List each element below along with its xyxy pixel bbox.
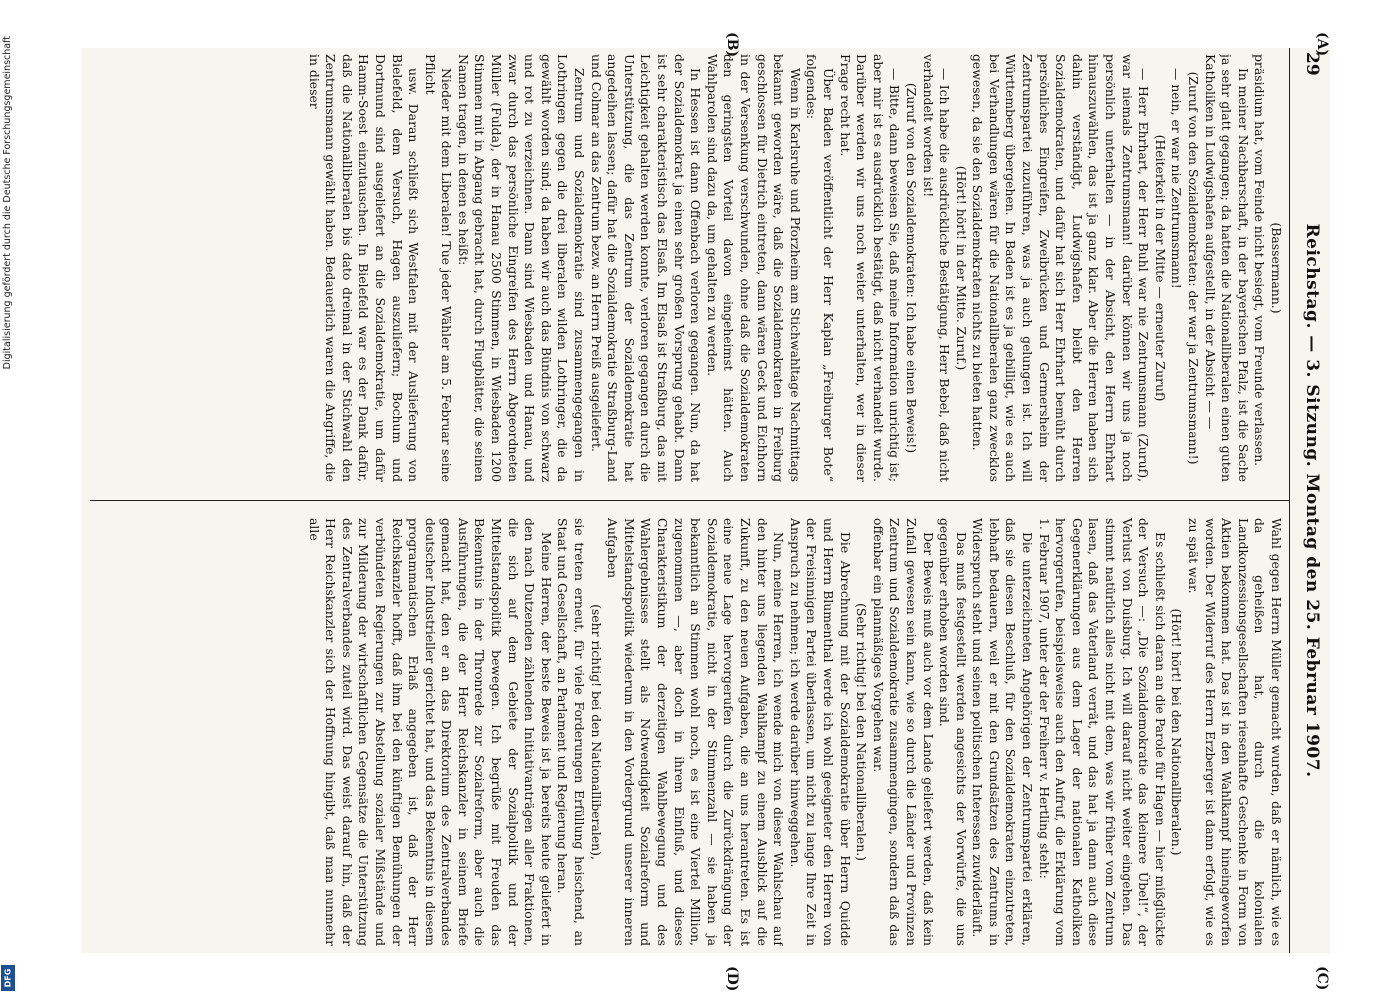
margin-mark-a: (A) (1314, 32, 1330, 57)
paragraph: (Zuruf von den Sozialdemokraten: der war ja Zentrumsmann!) (1186, 71, 1202, 465)
paragraph: Wenn in Karlsruhe und Pforzheim am Stichwahltage Nachmittags bekannt geworden wäre, daß die Sozialdemokraten in Freiburg geschlossen für Dietrich eintreten, dann wären Geck und Eichhorn in der Versenkung verschwunden, ohne daß die Sozialdemokraten den geringsten Vorteil davon eingeheimst hätten. Auch Wahlparolen sind dazu da, um gehalten zu werden. (704, 54, 803, 482)
paragraph: (Bassermann.) (1269, 222, 1284, 314)
paragraph: — Herr Ehrhart, der Herr Buhl war nie Zentrumsmann (Zuruf), war niemals Zentrumsmann! darüber können wir uns ja noch persönlich unterhalten — in der Absicht, den Herrn Ehrhart hinauszuwählen, das ist ja ganz klar. Aber die Herren haben sich dahin verständigt, Ludwigshafen bleibt den Herren Sozialdemokraten, und dafür hat sich Herr Ehrhart bemüht durch persönliches Eingreifen, Zweibrücken und Germersheim der Zentrumspartei zuzuführen, was ja auch gelungen ist. Ich will Württemberg übergehen. In Baden ist es ja gebilligt, wie es auch bei Verhandlungen wären für die Nationalliberalen ganz zwecklos gewesen, da sie den Sozialdemokraten nichts zu bieten hatten. (970, 54, 1152, 482)
paragraph: (Hört! hört! in der Mitte. Zuruf.) (953, 165, 969, 371)
right-column (94, 518, 1284, 946)
paragraph: Meine Herren, der beste Beweis ist ja bereits heute geliefert in den nach Dutzenden zählenden Initiativanträgen aller Fraktionen, die sich auf dem Gebiete der Sozialpolitik und der Mittelstandspolitik bewegen. Ich begrüße mit Freuden das Bekenntnis in der Thronrede zur Sozialreform, aber auch die Ausführungen, die der Herr Reichskanzler in seinem Briefe gemacht hat, den er an das Direktorium des Zentralverbandes deutscher Industrieller gerichtet hat, und das Bekenntnis in diesem programmatischen Erlaß angegeben ist, daß der Herr Reichskanzler hofft, daß ihm bei den künftigen Bemühungen der verbündeten Regierungen zur Abstellung sozialer Mißstände und zur Milderung der wirtschaftlichen Gegensätze die Unterstützung des Zentralverbandes zuteil wird. Das weist darauf hin, daß der Herr Reichskanzler sich der Hoffnung hingibt, daß man nunmehr alle (306, 518, 554, 946)
paragraph: usw. Daran schließt sich Westfalen mit der Auslieferung von Bielefeld, dem Versuch, Hagen auszuliefern; Bochum und Dortmund sind ausgeliefert an die Sozialdemokratie, um dafür Hamm-Soest einzutauschen. In Bielefeld war es der Dank dafür, daß die Nationalliberalen bis dato dreimal in der Stichwahl den Zentrumsmann gewählt haben. Bedauerlich waren die Angriffe, die in dieser (306, 54, 422, 482)
newspaper-page (82, 32, 1330, 992)
paragraph: Nun, meine Herren, ich wende mich von dieser Wahlschau auf den hinter uns liegenden Wahlkampf zu einem Ausblick auf die Zukunft, zu den neuen Aufgaben, die an uns herantreten. Es ist eine neue Lage hervorgerufen durch die Zurückdrängung der Sozialdemokratie, nicht in der Stimmenzahl — sie haben ja bekanntlich an Stimmen wohl noch, es ist eine Viertel Million, zugenommen —, aber doch in ihrem Einfluß, und dieses Charakteristikum der derzeitigen Wahlbewegung und des Wahlergebnisses stellt als Notwendigkeit Sozialreform und Mittelstandspolitik wiederum in den Vordergrund unserer inneren Aufgaben (605, 518, 787, 946)
paragraph: Die unterzeichneten Angehörigen der Zentrumspartei erklären, daß sie diesen Beschluß, für den Sozialdemokraten einzutreten, lebhaft bedauern, weil er mit den Grundsätzen des Zentrums in Widerspruch steht und seinen politischen Interessen zuwiderläuft. (970, 518, 1036, 946)
paragraph: (Hört! hört! bei den Nationalliberalen.) (1169, 608, 1185, 856)
paragraph: Nieder mit dem Liberalen! Tue jeder Wähler am 5. Februar seine Pflicht (422, 54, 455, 482)
column-divider (90, 500, 1290, 501)
paragraph: Über Baden veröffentlicht der Herr Kaplan „Freiburger Bote“ folgendes: (804, 54, 836, 482)
paragraph: — nein, er war nie Zentrumsmann! (1169, 68, 1185, 289)
paragraph: (Sehr richtig! bei den Nationalliberalen.) (854, 603, 870, 861)
margin-mark-c: (C) (1314, 966, 1330, 991)
paragraph: Das muß festgestellt werden angesichts der Vorwürfe, die uns gegenüber erhoben worden sind. (937, 518, 969, 946)
paragraph: (Zuruf von den Sozialdemokraten: Ich habe einen Beweis!) (903, 82, 919, 454)
page-number: 29 (1302, 52, 1322, 76)
dfg-logo-icon (1, 965, 15, 991)
margin-mark-d: (D) (724, 966, 740, 992)
running-head: Reichstag. — 3. Sitzung. Montag den 25. Februar 1907. (1302, 223, 1322, 778)
page-header (1290, 48, 1330, 953)
paragraph: In Hessen ist dann Offenbach verloren gegangen. Nun, da hat der Sozialdemokrat ja einen sehr großen Vorsprung gehabt. Dann ist sehr charakteristisch das Elsaß. Im Elsaß ist Straßburg, das mit Leichtigkeit gehalten werden konnte, verloren gegangen durch die Unterstützung, die das Zentrum der Sozialdemokratie hat angedeihen lassen; dafür hat die Sozialdemokratie Straßburg-Land und Colmar an das Zentrum bezw. an Herrn Preiß ausgeliefert. (588, 54, 704, 482)
dfg-logo-text: DFG (3, 968, 13, 988)
paragraph: — Bitte, dann beweisen Sie, daß meine Information unrichtig ist; aber mir ist es ausdrücklich bestätigt, daß nicht verhandelt wurde. Darüber werden wir uns noch weiter unterhalten, wer in dieser Frage recht hat. (837, 54, 903, 482)
left-column (94, 54, 1284, 482)
paragraph: (sehr richtig! bei den Nationalliberalen), (588, 604, 604, 860)
paragraph: — Ich habe die ausdrückliche Bestätigung, Herr Bebel, daß nicht verhandelt worden ist! (920, 54, 953, 482)
paragraph: Zentrum und Sozialdemokratie sind zusammengegangen in Lothringen gegen die drei liberalen wilden Lothringer, die da gewählt worden sind; da haben wir auch das Bündnis von schwarz und rot zu verzeichnen. Dann sind Wiesbaden und Hanau, und zwar durch das persönliche Eingreifen des Herrn Abgeordneten Müller (Fulda), der in Hanau 2500 Stimmen, in Wiesbaden 1200 Stimmen mit in Abgang gebracht hat, durch Flugblätter, die seinen Namen tragen, in denen es heißt: (455, 54, 588, 482)
paragraph: sie treten erneut, für viele Forderungen Erfüllung heischend, an Staat und Gesellschaft, an Parlament und Regierung heran. (555, 518, 588, 946)
paragraph: In meiner Nachbarschaft, in der bayerischen Pfalz, ist die Sache ja sehr glatt gegangen; da hatten die Nationalliberalen einen guten Katholiken in Ludwigshafen aufgestellt, in der Absicht — — (1202, 54, 1251, 482)
digitization-credit: Digitalisierung gefördert durch die Deutsche Forschungsgemeinschaft (2, 36, 13, 370)
margin-mark-b: (B) (724, 32, 740, 58)
paragraph: Der Beweis muß auch vor dem Lande geliefert werden, daß kein Zufall gewesen sein kann, wie so durch die Länder und Provinzen Zentrum und Sozialdemokratie zusammengingen, sondern daß das offenbar ein planmäßiges Vorgehen war. (870, 518, 936, 946)
paragraph: (Heiterkeit in der Mitte — erneuter Zuruf) (1152, 134, 1168, 402)
paragraph: Die Abrechnung mit der Sozialdemokratie über Herrn Quidde und Herrn Blumenthal werde ich wohl geeigneter den Herren von der Freisinnigen Partei überlassen, um nicht zu lange Ihre Zeit in Anspruch zu nehmen; ich werde darüber hinweggehen. (787, 518, 853, 946)
paragraph: Wahl gegen Herrn Müller gemacht wurden, daß er nämlich, wie es da geheißen hat, durch die kolonialen Landkonzessionsgesellschaften riesenhafte Geschenke in Form von Aktien bekommen hat. Das ist in den Wahlkampf hineingeworfen worden. Der Widerruf des Herrn Erzberger ist dann erfolgt, wie es zu spät war. (1186, 518, 1284, 946)
paragraph: Es schließt sich daran an die Parole für Hagen — hier mißglückte der Versuch —: „Die Sozialdemokratie das kleinere Übel!“, der Verlust von Duisburg. Ich will darauf nicht weiter eingehen. Das stimmt natürlich alles nicht mit dem, was wir früher vom Zentrum lasen, daß das Vaterland verrät, und das hat ja dann auch diese Gegenerklärungen aus dem Lager der nationalen Katholiken hervorgerufen, beispielsweise auch den Aufruf, die Erklärung vom 1. Februar 1907, unter der der Freiherr v. Hertling steht: (1036, 518, 1168, 946)
paragraph: präsidium hat, vom Feinde nicht besiegt, vom Freunde verlassen. (1252, 54, 1268, 467)
